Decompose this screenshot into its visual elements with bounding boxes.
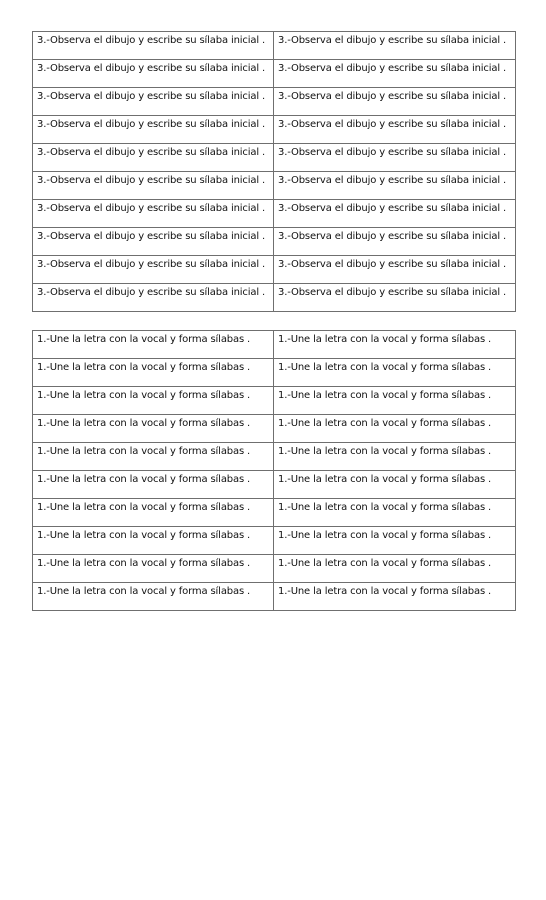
instruction-text: 3.-Observa el dibujo y escribe su sílaba inicial .: [278, 287, 507, 298]
table-cell: [33, 200, 274, 228]
table-cell: [33, 256, 274, 284]
table-cell: [33, 555, 274, 583]
table-row: [33, 228, 516, 256]
table-cell: [274, 228, 516, 256]
table-row: [33, 471, 516, 499]
table-cell: [33, 331, 274, 359]
instruction-text: 1.-Une la letra con la vocal y forma sílabas .: [37, 418, 251, 429]
table-cell: [274, 32, 516, 60]
table-cell: [274, 387, 516, 415]
instruction-text: 1.-Une la letra con la vocal y forma sílabas .: [278, 586, 492, 597]
instruction-text: 3.-Observa el dibujo y escribe su sílaba inicial .: [37, 203, 266, 214]
instruction-text: 3.-Observa el dibujo y escribe su sílaba inicial .: [37, 63, 266, 74]
instruction-text: 1.-Une la letra con la vocal y forma sílabas .: [278, 362, 492, 373]
instruction-text: 3.-Observa el dibujo y escribe su sílaba inicial .: [278, 147, 507, 158]
instruction-text: 1.-Une la letra con la vocal y forma sílabas .: [37, 446, 251, 457]
instruction-text: 1.-Une la letra con la vocal y forma sílabas .: [278, 502, 492, 513]
table-cell: [33, 359, 274, 387]
table-row: [33, 284, 516, 312]
table-row: [33, 555, 516, 583]
table-cell: [274, 88, 516, 116]
table-row: [33, 359, 516, 387]
instruction-text: 1.-Une la letra con la vocal y forma sílabas .: [37, 474, 251, 485]
table-row: [33, 527, 516, 555]
instruction-text: 1.-Une la letra con la vocal y forma sílabas .: [278, 530, 492, 541]
table-row: [33, 200, 516, 228]
instruction-text: 1.-Une la letra con la vocal y forma sílabas .: [278, 418, 492, 429]
table-body: [33, 32, 516, 312]
table-row: [33, 499, 516, 527]
table-cell: [33, 172, 274, 200]
instruction-text: 3.-Observa el dibujo y escribe su sílaba inicial .: [37, 259, 266, 270]
table-cell: [274, 116, 516, 144]
instruction-text: 1.-Une la letra con la vocal y forma sílabas .: [37, 586, 251, 597]
instruction-text: 3.-Observa el dibujo y escribe su sílaba inicial .: [37, 287, 266, 298]
instruction-text: 1.-Une la letra con la vocal y forma sílabas .: [37, 362, 251, 373]
table-cell: [274, 359, 516, 387]
table-cell: [274, 172, 516, 200]
instruction-text: 3.-Observa el dibujo y escribe su sílaba inicial .: [278, 231, 507, 242]
instruction-text: 3.-Observa el dibujo y escribe su sílaba inicial .: [37, 175, 266, 186]
table-cell: [33, 284, 274, 312]
table-cell: [274, 527, 516, 555]
table-cell: [274, 200, 516, 228]
table-cell: [33, 499, 274, 527]
table-row: [33, 88, 516, 116]
instruction-text: 3.-Observa el dibujo y escribe su sílaba inicial .: [37, 147, 266, 158]
table-row: [33, 331, 516, 359]
table-row: [33, 583, 516, 611]
table-cell: [33, 116, 274, 144]
table-row: [33, 415, 516, 443]
table-cell: [274, 471, 516, 499]
table-row: [33, 443, 516, 471]
instruction-text: 3.-Observa el dibujo y escribe su sílaba inicial .: [278, 35, 507, 46]
table-cell: [33, 471, 274, 499]
instruction-text: 3.-Observa el dibujo y escribe su sílaba inicial .: [278, 91, 507, 102]
instruction-text: 3.-Observa el dibujo y escribe su sílaba inicial .: [37, 119, 266, 130]
instruction-text: 3.-Observa el dibujo y escribe su sílaba inicial .: [278, 119, 507, 130]
table-cell: [274, 555, 516, 583]
table-cell: [274, 284, 516, 312]
syllable-exercise-table: [32, 31, 516, 312]
table-row: [33, 60, 516, 88]
instruction-text: 1.-Une la letra con la vocal y forma sílabas .: [37, 530, 251, 541]
table-cell: [33, 144, 274, 172]
table-cell: [33, 32, 274, 60]
instruction-text: 1.-Une la letra con la vocal y forma sílabas .: [37, 502, 251, 513]
table-cell: [33, 387, 274, 415]
instruction-text: 1.-Une la letra con la vocal y forma sílabas .: [37, 390, 251, 401]
table-cell: [274, 415, 516, 443]
instruction-text: 1.-Une la letra con la vocal y forma sílabas .: [37, 334, 251, 345]
table-row: [33, 144, 516, 172]
table-cell: [33, 415, 274, 443]
instruction-text: 3.-Observa el dibujo y escribe su sílaba inicial .: [278, 203, 507, 214]
table-row: [33, 256, 516, 284]
instruction-text: 3.-Observa el dibujo y escribe su sílaba inicial .: [37, 231, 266, 242]
instruction-text: 3.-Observa el dibujo y escribe su sílaba inicial .: [37, 35, 266, 46]
instruction-text: 3.-Observa el dibujo y escribe su sílaba inicial .: [278, 63, 507, 74]
table-cell: [33, 527, 274, 555]
table-cell: [274, 331, 516, 359]
table-row: [33, 387, 516, 415]
instruction-text: 1.-Une la letra con la vocal y forma sílabas .: [278, 446, 492, 457]
table-cell: [33, 443, 274, 471]
instruction-text: 1.-Une la letra con la vocal y forma sílabas .: [278, 474, 492, 485]
table-cell: [33, 60, 274, 88]
table-row: [33, 32, 516, 60]
table-cell: [274, 60, 516, 88]
table-cell: [274, 443, 516, 471]
instruction-text: 3.-Observa el dibujo y escribe su sílaba inicial .: [278, 175, 507, 186]
instruction-text: 3.-Observa el dibujo y escribe su sílaba inicial .: [37, 91, 266, 102]
instruction-text: 1.-Une la letra con la vocal y forma sílabas .: [278, 390, 492, 401]
instruction-text: 3.-Observa el dibujo y escribe su sílaba inicial .: [278, 259, 507, 270]
table-cell: [274, 256, 516, 284]
instruction-text: 1.-Une la letra con la vocal y forma sílabas .: [278, 558, 492, 569]
table-cell: [274, 499, 516, 527]
table-row: [33, 172, 516, 200]
table-cell: [33, 583, 274, 611]
instruction-text: 1.-Une la letra con la vocal y forma sílabas .: [278, 334, 492, 345]
table-cell: [274, 583, 516, 611]
table-body: [33, 331, 516, 611]
instruction-text: 1.-Une la letra con la vocal y forma sílabas .: [37, 558, 251, 569]
table-cell: [33, 88, 274, 116]
letter-vowel-exercise-table: [32, 330, 516, 611]
table-cell: [33, 228, 274, 256]
table-row: [33, 116, 516, 144]
table-cell: [274, 144, 516, 172]
